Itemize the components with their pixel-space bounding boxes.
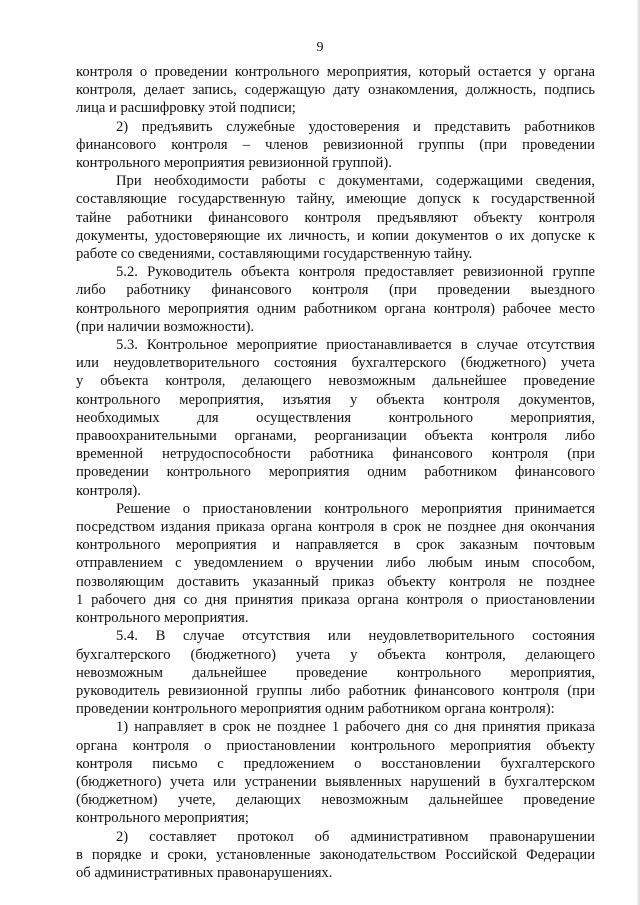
text-line: (бюджетного) учета или устранении выявленных нарушений в бухгалтерском — [76, 773, 595, 790]
text-line: 2) составляет протокол об административном правонарушении — [116, 828, 595, 845]
text-line: (при наличии возможности). — [76, 318, 255, 335]
text-line: органа контроля о приостановлении контрольного мероприятия объекту — [76, 737, 595, 754]
paragraph-item-2 — [76, 118, 595, 173]
text-line: проведении контрольного мероприятия одним работником органа контроля): — [76, 701, 555, 718]
text-line: 1 рабочего дня со дня принятия приказа органа контроля о приостановлении — [76, 591, 595, 608]
paragraph-state-secret — [76, 172, 595, 263]
text-line: контрольного мероприятия. — [76, 610, 249, 627]
paragraph-continuation — [76, 63, 595, 118]
text-line: контрольного мероприятия; — [76, 810, 249, 827]
text-line: Решение о приостановлении контрольного мероприятия принимается — [116, 500, 595, 517]
paragraph-5-4-item-2 — [76, 828, 595, 883]
paragraph-5-4 — [76, 627, 595, 718]
text-line: 2) предъявить служебные удостоверения и представить работников — [116, 118, 595, 135]
text-line: контроля, делает запись, содержащую дату ознакомления, должность, подпись — [76, 82, 595, 99]
paragraph-5-4-item-1 — [76, 718, 595, 827]
text-line: или неудовлетворительного состояния бухгалтерского (бюджетного) учета — [76, 355, 595, 372]
text-line: 5.4. В случае отсутствия или неудовлетворительного состояния — [116, 628, 595, 645]
text-line: контрольного мероприятия, изъятия у объекта контроля документов, — [76, 391, 595, 408]
text-line: (бюджетном) учете, делающих невозможным дальнейшее проведение — [76, 792, 595, 809]
text-line: контроля). — [76, 482, 141, 499]
text-line: 5.3. Контрольное мероприятие приостанавливается в случае отсутствия — [116, 337, 595, 354]
paragraph-5-3 — [76, 336, 595, 500]
text-line: контрольного мероприятия и направляется в срок заказным почтовым — [76, 537, 595, 554]
text-line: 5.2. Руководитель объекта контроля предоставляет ревизионной группе — [116, 264, 595, 281]
text-line: контроля о проведении контрольного мероприятия, который остается у органа — [76, 64, 595, 80]
text-line: в порядке и сроки, установленные законодательством Российской Федерации — [76, 846, 595, 863]
text-line: проведении контрольного мероприятия одним работником финансового — [76, 464, 595, 481]
page-number: 9 — [316, 40, 324, 55]
text-line: об административных правонарушениях. — [76, 864, 333, 881]
text-line: отправлением с уведомлением о вручении либо любым иным способом, — [76, 555, 595, 572]
text-line: контрольного мероприятия ревизионной группой). — [76, 155, 392, 172]
text-line: тайне работники финансового контроля предъявляют объекту контроля — [76, 209, 595, 226]
text-line: работе со сведениями, составляющими государственную тайну. — [76, 246, 473, 263]
text-line: невозможным дальнейшее проведение контрольного мероприятия, — [76, 664, 595, 681]
text-line: необходимых для осуществления контрольного мероприятия, — [76, 409, 595, 426]
text-line: финансового контроля – членов ревизионной группы (при проведении — [76, 136, 595, 153]
text-line: 1) направляет в срок не позднее 1 рабочего дня со дня принятия приказа — [116, 719, 595, 736]
document-body — [76, 63, 595, 882]
text-line: у объекта контроля, делающего невозможным дальнейшее проведение — [76, 373, 595, 390]
text-line: посредством издания приказа органа контроля в срок не позднее дня окончания — [76, 519, 595, 536]
text-line: временной нетрудоспособности работника финансового контроля (при — [76, 446, 595, 463]
text-line: позволяющим доставить указанный приказ объекту контроля не позднее — [76, 573, 595, 590]
text-line: контроля письмо с предложением о восстановлении бухгалтерского — [76, 755, 595, 772]
paragraph-5-2 — [76, 263, 595, 336]
text-line: бухгалтерского (бюджетного) учета у объекта контроля, делающего — [76, 646, 595, 663]
text-line: руководитель ревизионной группы либо работник финансового контроля (при — [76, 682, 595, 699]
text-line: документы, удостоверяющие их личность, и копии документов о их допуске к — [76, 227, 595, 244]
text-line: контрольного мероприятия одним работником органа контроля) рабочее место — [76, 300, 595, 317]
text-line: составляющие государственную тайну, имеющие допуск к государственной — [76, 191, 595, 208]
text-line: лица и расшифровку этой подписи; — [76, 100, 296, 117]
paragraph-suspension-decision — [76, 500, 595, 627]
text-line: либо работнику финансового контроля (при проведении выездного — [76, 282, 595, 299]
text-line: При необходимости работы с документами, содержащими сведения, — [116, 173, 595, 190]
text-line: правоохранительными органами, реорганизации объекта контроля либо — [76, 428, 595, 445]
